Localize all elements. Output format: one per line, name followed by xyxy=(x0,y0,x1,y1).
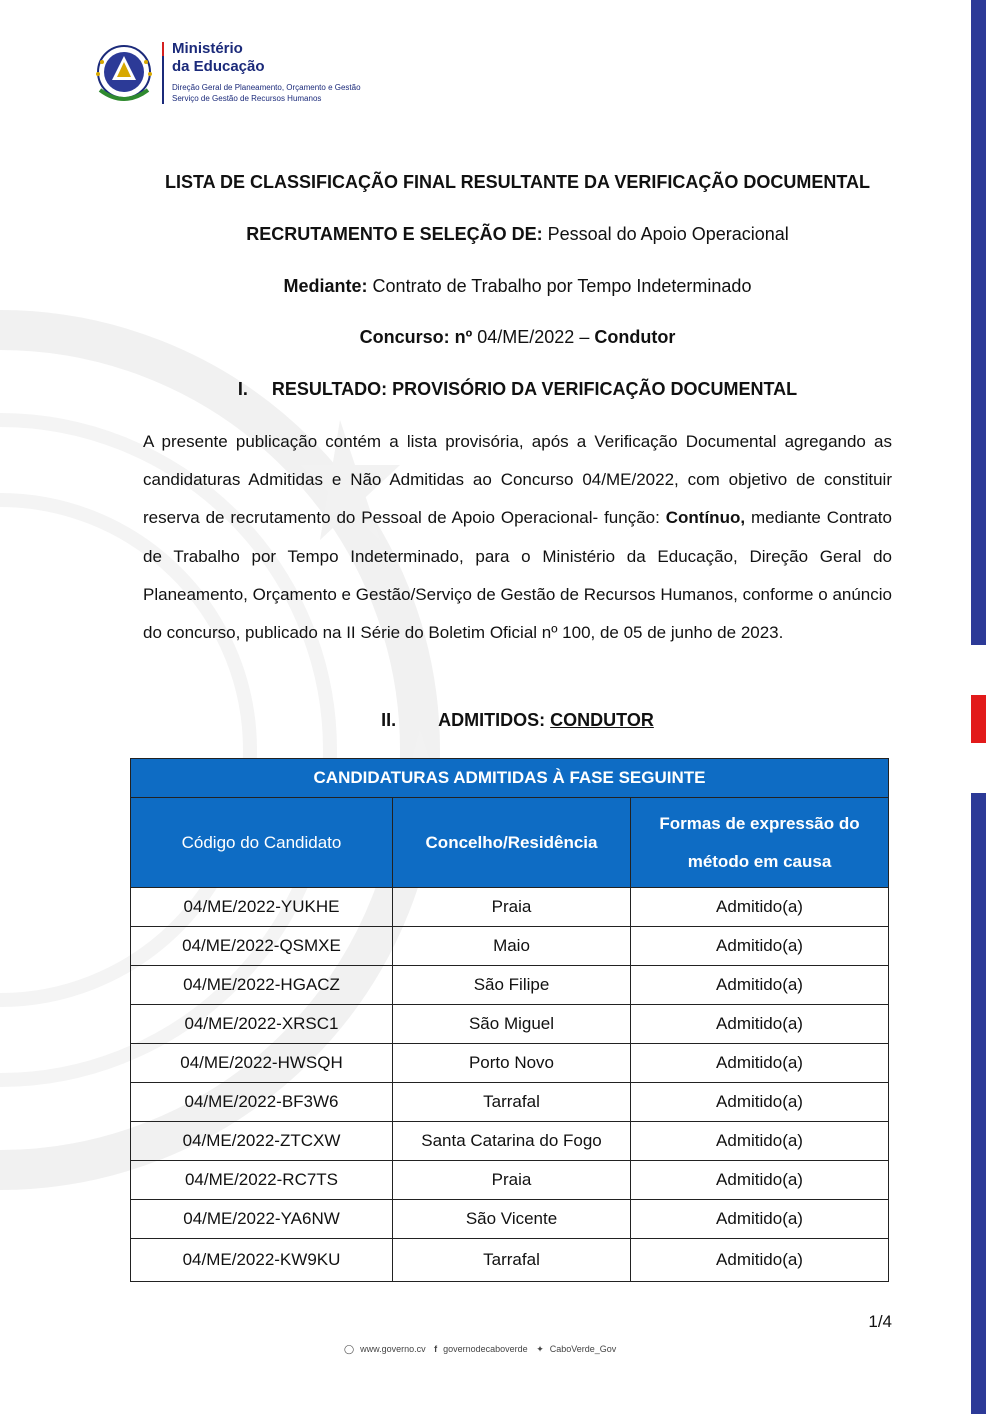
document-title: LISTA DE CLASSIFICAÇÃO FINAL RESULTANTE DA VERIFICAÇÃO DOCUMENTAL xyxy=(165,172,870,192)
candidate-code: 04/ME/2022-YA6NW xyxy=(131,1200,393,1239)
facebook-link[interactable]: governodecaboverde xyxy=(443,1344,528,1354)
candidate-status: Admitido(a) xyxy=(631,1083,889,1122)
candidate-status: Admitido(a) xyxy=(631,888,889,927)
admitted-candidates-table xyxy=(130,758,889,1282)
candidate-status: Admitido(a) xyxy=(631,927,889,966)
ministry-name: Ministério xyxy=(172,40,243,57)
candidate-residence: Praia xyxy=(393,888,631,927)
section-2-numeral: II. xyxy=(381,710,397,730)
globe-icon: ◯ xyxy=(344,1344,355,1354)
candidate-residence: Tarrafal xyxy=(393,1239,631,1282)
column-header-code: Código do Candidato xyxy=(131,798,393,888)
candidate-code: 04/ME/2022-YUKHE xyxy=(131,888,393,927)
edge-stripe-blue-bottom xyxy=(971,793,986,1414)
twitter-icon: ✦ xyxy=(536,1344,544,1354)
candidate-code: 04/ME/2022-HGACZ xyxy=(131,966,393,1005)
section-2-label: ADMITIDOS: xyxy=(438,710,551,730)
candidate-status: Admitido(a) xyxy=(631,1005,889,1044)
table-row xyxy=(131,1044,889,1083)
table-row xyxy=(131,888,889,927)
cabo-verde-coat-of-arms-icon xyxy=(88,38,160,110)
service-name: Serviço de Gestão de Recursos Humanos xyxy=(172,94,322,103)
candidate-code: 04/ME/2022-BF3W6 xyxy=(131,1083,393,1122)
table-header-row xyxy=(131,798,889,888)
candidate-residence: Praia xyxy=(393,1161,631,1200)
table-row xyxy=(131,1200,889,1239)
candidate-status: Admitido(a) xyxy=(631,1044,889,1083)
facebook-icon: f xyxy=(434,1344,438,1354)
mediante-line xyxy=(143,276,892,297)
recruitment-label: RECRUTAMENTO E SELEÇÃO DE: xyxy=(246,224,543,244)
column-header-residence: Concelho/Residência xyxy=(393,798,631,888)
candidate-code: 04/ME/2022-KW9KU xyxy=(131,1239,393,1282)
page-footer xyxy=(344,1344,622,1355)
candidate-residence: Tarrafal xyxy=(393,1083,631,1122)
candidate-code: 04/ME/2022-ZTCXW xyxy=(131,1122,393,1161)
table-row xyxy=(131,1122,889,1161)
candidate-code: 04/ME/2022-XRSC1 xyxy=(131,1005,393,1044)
column-header-method xyxy=(631,798,889,888)
paragraph-part-1: A presente publicação contém a lista provisória, após a Verificação Documental agregando as candidaturas Admitidas e Não Admitidas ao Concurso 04/ME/2022, com objetivo de constituir reserva de recrutamento do Pessoal de Apoio Operacional- função: xyxy=(143,432,892,528)
intro-paragraph xyxy=(143,423,892,652)
section-1-heading xyxy=(143,379,892,400)
concurso-number: 04/ME/2022 – xyxy=(472,327,595,347)
letterhead-divider xyxy=(162,42,164,104)
candidate-status: Admitido(a) xyxy=(631,1122,889,1161)
website-link[interactable]: www.governo.cv xyxy=(360,1344,426,1354)
candidate-status: Admitido(a) xyxy=(631,1239,889,1282)
mediante-label: Mediante: xyxy=(283,276,368,296)
edge-stripe-red xyxy=(971,695,986,743)
page-number: 1/4 xyxy=(868,1312,892,1331)
recruitment-value: Pessoal do Apoio Operacional xyxy=(542,224,789,244)
candidate-residence: São Filipe xyxy=(393,966,631,1005)
department-name: Direção Geral de Planeamento, Orçamento e Gestão xyxy=(172,83,361,92)
candidate-code: 04/ME/2022-RC7TS xyxy=(131,1161,393,1200)
table-row xyxy=(131,927,889,966)
edge-stripe-blue-top xyxy=(971,0,986,645)
candidate-status: Admitido(a) xyxy=(631,1161,889,1200)
candidate-code: 04/ME/2022-QSMXE xyxy=(131,927,393,966)
section-1-numeral: I. xyxy=(237,379,248,399)
candidate-status: Admitido(a) xyxy=(631,1200,889,1239)
table-row xyxy=(131,1005,889,1044)
section-2-heading xyxy=(143,710,892,731)
candidate-residence: Santa Catarina do Fogo xyxy=(393,1122,631,1161)
concurso-label: Concurso: nº xyxy=(359,327,473,347)
paragraph-bold-term: Contínuo, xyxy=(665,508,746,528)
candidate-code: 04/ME/2022-HWSQH xyxy=(131,1044,393,1083)
paragraph-part-2: mediante Contrato de Trabalho por Tempo Indeterminado, para o Ministério da Educação, Direção Geral do Planeamento, Orçamento e Gestão/Serviço de Gestão de Recursos Humanos, conforme o anúncio do concurso, publicado na II Série do Boletim Oficial nº 100, de 05 de junho de 2023. xyxy=(143,508,892,643)
column-header-method-line-2: método em causa xyxy=(687,851,832,871)
candidate-residence: São Vicente xyxy=(393,1200,631,1239)
table-caption: CANDIDATURAS ADMITIDAS À FASE SEGUINTE xyxy=(131,759,889,798)
table-row xyxy=(131,966,889,1005)
twitter-link[interactable]: CaboVerde_Gov xyxy=(549,1344,617,1354)
recruitment-line xyxy=(143,224,892,245)
section-2-role: CONDUTOR xyxy=(550,710,654,730)
candidate-status: Admitido(a) xyxy=(631,966,889,1005)
table-row xyxy=(131,1239,889,1282)
candidate-residence: São Miguel xyxy=(393,1005,631,1044)
candidate-residence: Porto Novo xyxy=(393,1044,631,1083)
concurso-line xyxy=(143,327,892,348)
column-header-method-line-1: Formas de expressão do xyxy=(659,813,860,833)
section-1-title: RESULTADO: PROVISÓRIO DA VERIFICAÇÃO DOCUMENTAL xyxy=(271,379,798,399)
candidate-residence: Maio xyxy=(393,927,631,966)
table-row xyxy=(131,1161,889,1200)
mediante-value: Contrato de Trabalho por Tempo Indeterminado xyxy=(367,276,752,296)
ministry-subname: da Educação xyxy=(172,58,265,75)
table-row xyxy=(131,1083,889,1122)
concurso-role: Condutor xyxy=(594,327,676,347)
table-caption-row xyxy=(131,759,889,798)
